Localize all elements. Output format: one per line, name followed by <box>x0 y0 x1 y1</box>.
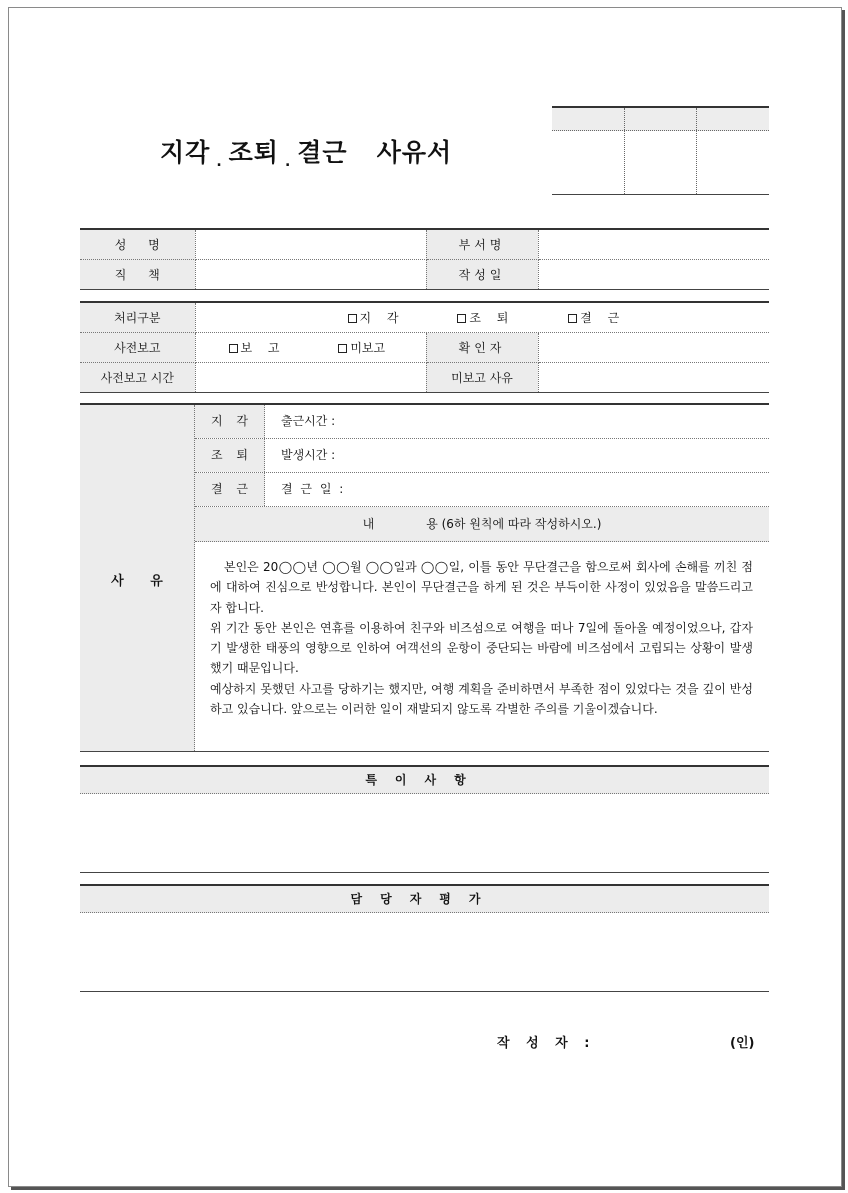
process-type-label: 처리구분 <box>80 302 195 333</box>
unreported-option[interactable] <box>338 339 385 356</box>
late-time-field[interactable]: 출근시간 : <box>281 414 336 428</box>
prior-report-options <box>195 333 426 363</box>
reason-paragraph-3: 예상하지 못했던 사고를 당하기는 했지만, 여행 계획을 준비하면서 부족한 점이 있었다는 것을 깊이 반성하고 있습니다. 앞으로는 이러한 일이 재발되지 않도록 각별한 주의를 기울이겠습니다. <box>210 681 753 717</box>
title-part-late: 지각 <box>160 138 211 167</box>
title-separator: . <box>284 154 292 170</box>
document-title <box>160 133 452 170</box>
approval-header <box>552 108 769 131</box>
reason-paragraph-1: 본인은 20◯◯년 ◯◯월 ◯◯일과 ◯◯일, 이틀 동안 무단결근을 함으로써 회사에 손해를 끼친 점에 대하여 진심으로 반성합니다. 본인이 무단결근을 하게 된 것은 부득이한 사정이 있었음을 말씀드리고자 합니다. <box>210 560 753 615</box>
reason-label-cell <box>80 405 195 751</box>
approval-box <box>552 106 769 195</box>
late-checkbox[interactable] <box>348 314 357 323</box>
name-label: 성 명 <box>80 229 195 260</box>
confirmer-label: 확인자 <box>426 333 538 363</box>
department-field[interactable] <box>538 229 769 260</box>
title-part-report: 사유서 <box>376 138 453 167</box>
position-field[interactable] <box>195 260 426 290</box>
absence-option-label: 결 근 <box>580 311 620 325</box>
early-leave-time-label: 조 퇴 <box>195 439 265 472</box>
page-shadow-right <box>842 10 845 1189</box>
late-option[interactable] <box>348 309 454 326</box>
early-leave-option-label: 조 퇴 <box>469 311 509 325</box>
confirmer-field[interactable] <box>538 333 769 363</box>
approval-divider <box>696 108 697 194</box>
date-field[interactable] <box>538 260 769 290</box>
reason-paragraph-2: 위 기간 동안 본인은 연휴를 이용하여 친구와 비즈섬으로 여행을 떠나 7일에 돌아올 예정이었으나, 갑자기 발생한 태풍의 영향으로 인하여 여객선의 운항이 중단되는 바람에 비즈섬에서 고립되는 상황이 발생했기 때문입니다. <box>210 620 753 676</box>
early-leave-time-field[interactable]: 발생시간 : <box>281 448 336 462</box>
name-field[interactable] <box>195 229 426 260</box>
absence-option[interactable] <box>568 309 619 326</box>
special-notes-field[interactable] <box>80 794 769 872</box>
unreported-reason-field[interactable] <box>538 363 769 393</box>
prior-report-time-label: 사전보고 시간 <box>80 363 195 393</box>
process-type-options <box>195 302 769 333</box>
early-leave-time-row <box>195 439 769 473</box>
seal-mark: (인) <box>730 1036 755 1051</box>
absence-checkbox[interactable] <box>568 314 577 323</box>
title-part-absent: 결근 <box>297 138 348 167</box>
evaluation-header: 담당자평가 <box>80 884 769 913</box>
unreported-reason-label: 미보고 사유 <box>426 363 538 393</box>
late-time-row <box>195 405 769 439</box>
special-notes-header: 특이사항 <box>80 765 769 794</box>
content-header-label: 내 <box>362 517 375 531</box>
position-label: 직 책 <box>80 260 195 290</box>
early-leave-option[interactable] <box>457 309 564 326</box>
approval-divider <box>624 108 625 194</box>
unreported-checkbox[interactable] <box>338 344 347 353</box>
date-label: 작성일 <box>426 260 538 290</box>
page-shadow-bottom <box>11 1187 845 1190</box>
reason-label: 사 유 <box>111 574 163 589</box>
early-leave-checkbox[interactable] <box>457 314 466 323</box>
reported-checkbox[interactable] <box>229 344 238 353</box>
processing-table <box>80 301 769 393</box>
basic-info-table <box>80 228 769 290</box>
divider <box>80 872 769 873</box>
prior-report-label: 사전보고 <box>80 333 195 363</box>
prior-report-time-field[interactable] <box>195 363 426 393</box>
absence-date-field[interactable]: 결 근 일 : <box>281 482 344 496</box>
unreported-option-label: 미보고 <box>350 341 386 355</box>
content-header-instruction: 용 (6하 원칙에 따라 작성하시오.) <box>426 517 602 531</box>
reason-content[interactable] <box>210 557 753 719</box>
reason-section <box>80 403 769 752</box>
reported-option-label: 보 고 <box>240 341 280 355</box>
writer-label: 작 성 자 : <box>497 1036 596 1051</box>
evaluation-field[interactable] <box>80 913 769 991</box>
late-time-label: 지 각 <box>195 405 265 438</box>
absence-date-row <box>195 473 769 507</box>
late-option-label: 지 각 <box>359 311 399 325</box>
title-part-early: 조퇴 <box>228 138 279 167</box>
department-label: 부서명 <box>426 229 538 260</box>
absence-date-label: 결 근 <box>195 473 265 506</box>
title-separator: . <box>216 154 223 170</box>
divider <box>80 991 769 992</box>
reported-option[interactable] <box>229 339 335 356</box>
content-header <box>195 507 769 542</box>
